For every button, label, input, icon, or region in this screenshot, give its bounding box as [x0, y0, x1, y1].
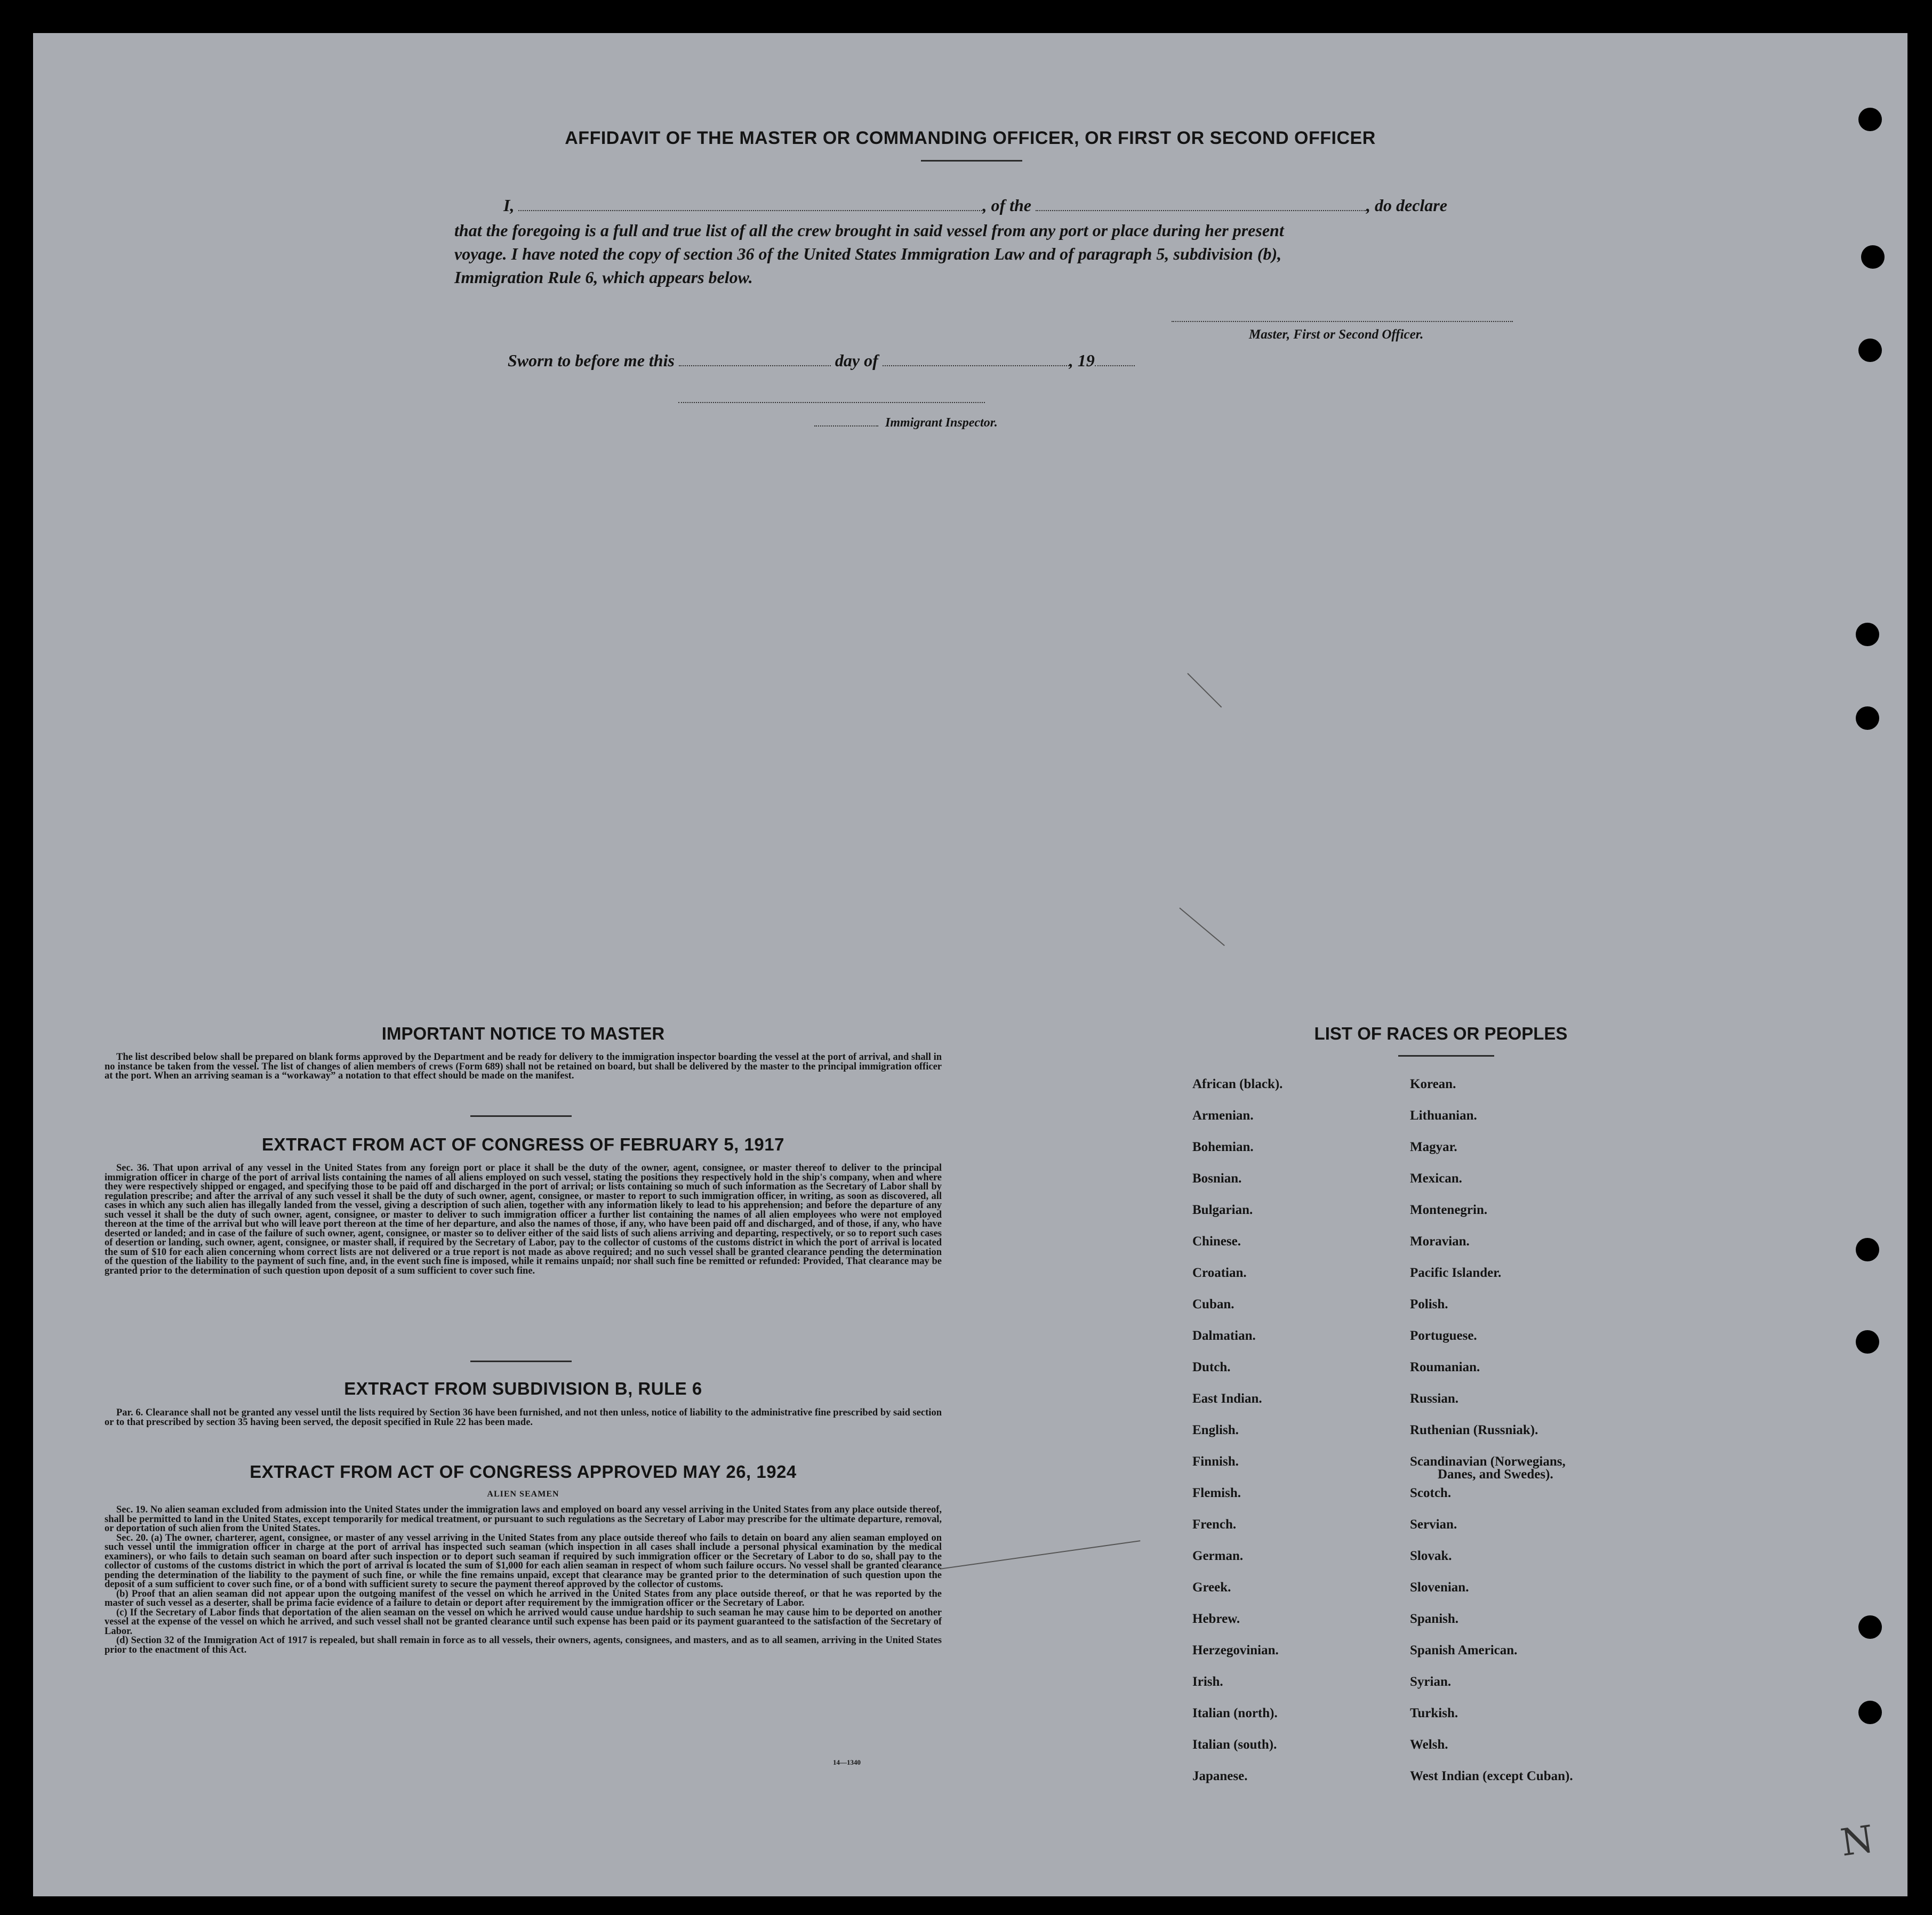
extract-rule6-text: Par. 6. Clearance shall not be granted any vessel until the lists required by Section 36 have been furnished, and not then unless, notice of liability to the administrative fine prescribed by said section or to that prescribed by section 35 having been served, the deposit specified in Rule 22 has been made. — [105, 1407, 942, 1428]
sworn-day-field[interactable] — [679, 351, 831, 366]
sec-20a-paragraph: Sec. 20. (a) The owner, charterer, agent, consignee, or master of any vessel arriving in the United States from any place outside thereof who fails to detain on board any alien seaman employed on such vessel until the immigration officer in charge at the port of arrival has inspected such seaman (which inspection in all cases shall include a personal physical examination by the medical examiners), or who fails to detain such seaman on board after such inspection or to deport such seaman if required by such immigration officer or the Secretary of Labor to do so, shall pay to the collector of customs of the customs district in which the port of arrival is located the sum of $1,000 for each alien seaman in respect of whom such failure occurs. No vessel shall be granted clearance pending the determination of the liability to the payment of such fine, or while the fine remains unpaid, except that clearance may be granted prior to the determination of such question upon the deposit of a sum sufficient to cover such fine, or of a bond with sufficient surety to secure the payment thereof approved by the collector of customs. — [105, 1532, 942, 1590]
inspector-caption-leader — [814, 425, 878, 427]
race-item: Flemish. — [1192, 1486, 1241, 1500]
race-item: Spanish. — [1410, 1612, 1459, 1626]
race-item: Bulgarian. — [1192, 1203, 1253, 1217]
race-item: Welsh. — [1410, 1737, 1448, 1752]
extract-1924-text — [105, 1506, 942, 1655]
scratch-mark — [940, 1540, 1141, 1570]
race-item: Greek. — [1192, 1580, 1231, 1595]
race-item: French. — [1192, 1517, 1237, 1532]
binder-hole — [1858, 1615, 1882, 1639]
affidavit-line-3: voyage. I have noted the copy of section 36 of the United States Immigration Law and of paragraph 5, subdivision (b), — [454, 244, 1282, 263]
race-item: Armenian. — [1192, 1108, 1254, 1123]
binder-hole — [1856, 1238, 1879, 1261]
race-item: Scandinavian (Norwegians, — [1410, 1454, 1566, 1469]
race-item: Lithuanian. — [1410, 1108, 1477, 1123]
sworn-month-field[interactable] — [883, 351, 1069, 366]
race-item: African (black). — [1192, 1077, 1283, 1091]
binder-hole — [1856, 623, 1879, 646]
sworn-label: Sworn to before me this — [508, 351, 675, 370]
affidavit-i-label: I, — [503, 196, 515, 215]
race-item: Roumanian. — [1410, 1360, 1480, 1374]
race-item: Pacific Islander. — [1410, 1266, 1502, 1280]
vessel-name-field[interactable] — [1036, 196, 1366, 211]
of-the-label: , of the — [982, 196, 1031, 215]
affidavit-line-2: that the foregoing is a full and true list of all the crew brought in said vessel from any port or place during her present — [454, 221, 1284, 240]
race-item: Turkish. — [1410, 1706, 1458, 1720]
race-item: Servian. — [1410, 1517, 1457, 1532]
affidavit-title: AFFIDAVIT OF THE MASTER OR COMMANDING OFFICER, OR FIRST OR SECOND OFFICER — [565, 128, 1376, 148]
sec-20b-paragraph: (b) Proof that an alien seaman did not appear upon the outgoing manifest of the vessel on which he arrived in the United States from any place outside thereof, or that he was reported by the master of such vessel as a deserter, shall be prima facie evidence of a failure to detain or deport after requirement by the immigration officer or the Secretary of Labor. — [105, 1588, 942, 1608]
title-underline — [921, 160, 1022, 162]
race-item: Moravian. — [1410, 1234, 1470, 1249]
master-signature-line[interactable] — [1172, 321, 1513, 322]
race-item: Slovenian. — [1410, 1580, 1469, 1595]
races-underline — [1398, 1055, 1494, 1057]
race-item: Portuguese. — [1410, 1329, 1477, 1343]
sworn-year-field[interactable] — [1095, 351, 1135, 366]
sec-20d-paragraph: (d) Section 32 of the Immigration Act of 1917 is repealed, but shall remain in force as to all vessels, their owners, agents, consignees, and masters, and as to all seamen, arriving in the United States prior to the enactment of this Act. — [105, 1635, 942, 1655]
binder-hole — [1861, 245, 1885, 269]
race-item: Croatian. — [1192, 1266, 1247, 1280]
race-item: Ruthenian (Russniak). — [1410, 1423, 1538, 1437]
race-item: Finnish. — [1192, 1454, 1239, 1469]
race-item: Mexican. — [1410, 1171, 1462, 1186]
race-item: East Indian. — [1192, 1391, 1262, 1406]
extract-rule6-title: EXTRACT FROM SUBDIVISION B, RULE 6 — [344, 1379, 702, 1398]
races-title: LIST OF RACES OR PEOPLES — [1314, 1024, 1568, 1043]
alien-seamen-subtitle: ALIEN SEAMEN — [487, 1490, 559, 1499]
form-number: 14—1340 — [833, 1758, 861, 1766]
race-item: Scotch. — [1410, 1486, 1452, 1500]
race-item: Montenegrin. — [1410, 1203, 1488, 1217]
races-column-2 — [1410, 1077, 1573, 1800]
binder-hole — [1858, 108, 1882, 131]
race-item: Chinese. — [1192, 1234, 1241, 1249]
divider-2 — [470, 1361, 572, 1362]
notice-text: The list described below shall be prepared on blank forms approved by the Department and be ready for delivery to the immigration inspector boarding the vessel at the port of arrival, and shall in no instance be taken from the vessel. The list of changes of alien members of crews (Form 689) shall not be retained on board, but shall be delivered by the master to the principal immigration officer at the port. When an arriving seaman is a “workaway” a notation to that effect should be made on the manifest. — [105, 1052, 942, 1081]
race-item: Spanish American. — [1410, 1643, 1518, 1657]
extract-1924-title: EXTRACT FROM ACT OF CONGRESS APPROVED MAY 26, 1924 — [250, 1462, 797, 1482]
binder-hole — [1856, 1330, 1879, 1354]
race-item: Dalmatian. — [1192, 1329, 1256, 1343]
race-item: Slovak. — [1410, 1549, 1452, 1563]
notice-title: IMPORTANT NOTICE TO MASTER — [381, 1024, 665, 1043]
race-item: Herzegovinian. — [1192, 1643, 1279, 1657]
master-caption: Master, First or Second Officer. — [1249, 327, 1424, 342]
race-item: Irish. — [1192, 1675, 1223, 1689]
race-item: Dutch. — [1192, 1360, 1231, 1374]
declare-label: , do declare — [1366, 196, 1447, 215]
race-item: Cuban. — [1192, 1297, 1234, 1311]
race-item: Italian (north). — [1192, 1706, 1278, 1720]
handwritten-mark: N — [1838, 1817, 1877, 1865]
race-item: Hebrew. — [1192, 1612, 1240, 1626]
sworn-line — [508, 351, 1135, 371]
binder-hole — [1856, 706, 1879, 730]
sec-20c-paragraph: (c) If the Secretary of Labor finds that deportation of the alien seaman on the vessel on which he arrived would cause undue hardship to such seaman he may cause him to be deported on another vessel at the expense of the vessel on which he arrived, and such vessel shall not be granted clearance until such expense has been paid or its payment guaranteed to the satisfaction of the Secretary of Labor. — [105, 1607, 942, 1637]
race-item: Bosnian. — [1192, 1171, 1242, 1186]
binder-hole — [1858, 339, 1882, 362]
inspector-signature-line[interactable] — [678, 402, 985, 403]
race-item: Russian. — [1410, 1391, 1459, 1406]
divider-1 — [470, 1115, 572, 1117]
race-item: Magyar. — [1410, 1140, 1457, 1154]
inspector-caption: Immigrant Inspector. — [885, 416, 998, 430]
binder-hole — [1858, 1701, 1882, 1724]
form-sheet — [33, 33, 1907, 1896]
extract-1917-text: Sec. 36. That upon arrival of any vessel in the United States from any foreign port or place it shall be the duty of the owner, agent, consignee, or master thereof to deliver to the principal immigration officer in charge of the port of arrival lists containing the names of all aliens employed on such vessel, stating the positions they respectively hold in the ship's company, when and where they were respectively shipped or engaged, and specifying those to be paid off and discharged in the port of arrival; or lists containing so much of such information as the Secretary of Labor shall by regulation prescribe; and after the arrival of any such vessel it shall be the duty of such owner, agent, consignee, or master to report to such immigration officer, in writing, as soon as discovered, all cases in which any such alien has illegally landed from the vessel, giving a description of such alien, together with any information likely to lead to his apprehension; and before the departure of any such vessel it shall be the duty of such owner, agent, consignee, or master to deliver to such immigration officer a further list containing the names of all alien employees who were not employed thereon at the time of the arrival but who will leave port thereon at the time of her departure, and also the names of those, if any, who have been paid off and discharged, and of those, if any, who have deserted or landed; and in case of the failure of such owner, agent, consignee, or master so to deliver either of the said lists of such aliens arriving and departing, respectively, or so to report such cases of desertion or landing, such owner, agent, consignee, or master shall, if required by the Secretary of Labor, pay to the collector of customs of the customs district in which the port of arrival is located the sum of $10 for each alien concerning whom correct lists are not delivered or a true report is not made as above required; and no such vessel shall be granted clearance pending the determination of the question of the liability to the payment of such fine, and, in the event such fine is imposed, while it remains unpaid; nor shall such fine be remitted or refunded: Provided, That clearance may be granted prior to the determination of such question upon deposit of a sum sufficient to cover such fine. — [105, 1163, 942, 1276]
race-item: English. — [1192, 1423, 1239, 1437]
extract-1917-title: EXTRACT FROM ACT OF CONGRESS OF FEBRUARY 5, 1917 — [262, 1134, 784, 1154]
affidavit-line-4: Immigration Rule 6, which appears below. — [454, 268, 753, 287]
officer-name-field[interactable] — [518, 196, 982, 211]
scratch-mark — [1179, 907, 1225, 946]
race-item: Syrian. — [1410, 1675, 1452, 1689]
race-item: West Indian (except Cuban). — [1410, 1769, 1573, 1783]
race-item: Italian (south). — [1192, 1737, 1277, 1752]
race-item: Japanese. — [1192, 1769, 1248, 1783]
race-item: German. — [1192, 1549, 1244, 1563]
sec-19-paragraph: Sec. 19. No alien seaman excluded from admission into the United States under the immigration laws and employed on board any vessel arriving in the United States from any place outside thereof, shall be permitted to land in the United States, except temporarily for medical treatment, or pursuant to such regulations as the Secretary of Labor may prescribe for the ultimate departure, removal, or deportation of such alien from the United States. — [105, 1504, 942, 1534]
day-of-label: day of — [835, 351, 878, 370]
race-item: Korean. — [1410, 1077, 1456, 1091]
year-label: , 19 — [1069, 351, 1095, 370]
races-column-1 — [1192, 1077, 1282, 1800]
race-item: Bohemian. — [1192, 1140, 1254, 1154]
race-item: Polish. — [1410, 1297, 1448, 1311]
scratch-mark — [1187, 673, 1222, 707]
race-item: Danes, and Swedes). — [1438, 1467, 1553, 1482]
affidavit-line-1 — [503, 196, 1447, 215]
